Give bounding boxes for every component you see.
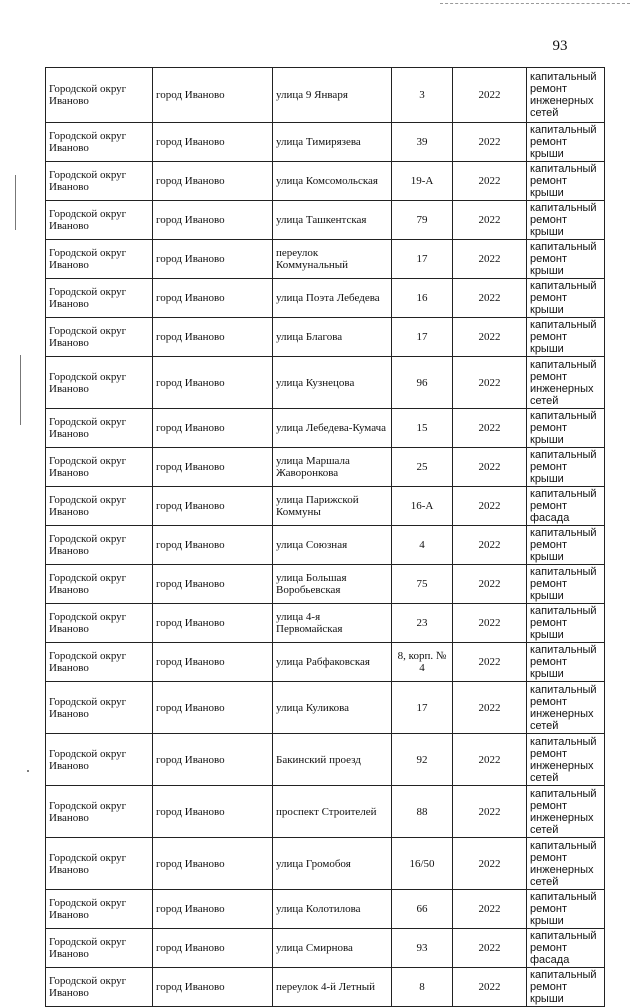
house-number-cell: 3 [392, 68, 453, 123]
year-cell: 2022 [453, 240, 527, 279]
work-type-cell: капитальный ремонт крыши [527, 123, 605, 162]
okrug-cell: Городской округ Иваново [46, 162, 153, 201]
okrug-cell: Городской округ Иваново [46, 448, 153, 487]
street-cell: улица Большая Воробьевская [273, 565, 392, 604]
repair-schedule-table [45, 67, 605, 1007]
okrug-cell: Городской округ Иваново [46, 929, 153, 968]
street-cell: улица Рабфаковская [273, 643, 392, 682]
okrug-cell: Городской округ Иваново [46, 68, 153, 123]
table-row [46, 890, 605, 929]
work-type-cell: капитальный ремонт фасада [527, 929, 605, 968]
city-cell: город Иваново [153, 526, 273, 565]
scan-top-line [440, 3, 630, 4]
work-type-cell: капитальный ремонт инженерных сетей [527, 68, 605, 123]
table-row [46, 240, 605, 279]
table-row [46, 279, 605, 318]
city-cell: город Иваново [153, 68, 273, 123]
work-type-cell: капитальный ремонт инженерных сетей [527, 682, 605, 734]
street-cell: улица Лебедева-Кумача [273, 409, 392, 448]
work-type-cell: капитальный ремонт крыши [527, 643, 605, 682]
year-cell: 2022 [453, 123, 527, 162]
city-cell: город Иваново [153, 279, 273, 318]
house-number-cell: 96 [392, 357, 453, 409]
house-number-cell: 19-А [392, 162, 453, 201]
house-number-cell: 79 [392, 201, 453, 240]
street-cell: улица Громобоя [273, 838, 392, 890]
year-cell: 2022 [453, 565, 527, 604]
okrug-cell: Городской округ Иваново [46, 838, 153, 890]
work-type-cell: капитальный ремонт инженерных сетей [527, 838, 605, 890]
okrug-cell: Городской округ Иваново [46, 643, 153, 682]
street-cell: улица Поэта Лебедева [273, 279, 392, 318]
scan-edge-mark [20, 355, 21, 425]
city-cell: город Иваново [153, 604, 273, 643]
street-cell: проспект Строителей [273, 786, 392, 838]
year-cell: 2022 [453, 604, 527, 643]
year-cell: 2022 [453, 526, 527, 565]
table-row [46, 682, 605, 734]
street-cell: переулок 4-й Летный [273, 968, 392, 1007]
table-row [46, 201, 605, 240]
house-number-cell: 16/50 [392, 838, 453, 890]
year-cell: 2022 [453, 448, 527, 487]
city-cell: город Иваново [153, 448, 273, 487]
year-cell: 2022 [453, 890, 527, 929]
table-row [46, 318, 605, 357]
city-cell: город Иваново [153, 734, 273, 786]
year-cell: 2022 [453, 734, 527, 786]
city-cell: город Иваново [153, 838, 273, 890]
street-cell: улица Куликова [273, 682, 392, 734]
house-number-cell: 25 [392, 448, 453, 487]
house-number-cell: 15 [392, 409, 453, 448]
table-row [46, 409, 605, 448]
year-cell: 2022 [453, 487, 527, 526]
year-cell: 2022 [453, 201, 527, 240]
okrug-cell: Городской округ Иваново [46, 279, 153, 318]
work-type-cell: капитальный ремонт крыши [527, 968, 605, 1007]
okrug-cell: Городской округ Иваново [46, 968, 153, 1007]
city-cell: город Иваново [153, 487, 273, 526]
work-type-cell: капитальный ремонт крыши [527, 526, 605, 565]
house-number-cell: 88 [392, 786, 453, 838]
table-row [46, 786, 605, 838]
okrug-cell: Городской округ Иваново [46, 526, 153, 565]
street-cell: Бакинский проезд [273, 734, 392, 786]
year-cell: 2022 [453, 643, 527, 682]
okrug-cell: Городской округ Иваново [46, 240, 153, 279]
table-row [46, 643, 605, 682]
work-type-cell: капитальный ремонт крыши [527, 409, 605, 448]
year-cell: 2022 [453, 68, 527, 123]
work-type-cell: капитальный ремонт крыши [527, 604, 605, 643]
table-row [46, 929, 605, 968]
house-number-cell: 17 [392, 240, 453, 279]
okrug-cell: Городской округ Иваново [46, 734, 153, 786]
work-type-cell: капитальный ремонт фасада [527, 487, 605, 526]
year-cell: 2022 [453, 318, 527, 357]
work-type-cell: капитальный ремонт крыши [527, 318, 605, 357]
street-cell: улица 4-я Первомайская [273, 604, 392, 643]
okrug-cell: Городской округ Иваново [46, 565, 153, 604]
page-number: 93 [552, 38, 568, 54]
work-type-cell: капитальный ремонт крыши [527, 162, 605, 201]
house-number-cell: 8 [392, 968, 453, 1007]
street-cell: улица Союзная [273, 526, 392, 565]
city-cell: город Иваново [153, 318, 273, 357]
year-cell: 2022 [453, 929, 527, 968]
city-cell: город Иваново [153, 565, 273, 604]
street-cell: улица Благова [273, 318, 392, 357]
street-cell: улица Смирнова [273, 929, 392, 968]
city-cell: город Иваново [153, 162, 273, 201]
street-cell: переулок Коммунальный [273, 240, 392, 279]
table-row [46, 604, 605, 643]
street-cell: улица Кузнецова [273, 357, 392, 409]
scan-edge-mark [15, 175, 16, 230]
house-number-cell: 17 [392, 682, 453, 734]
table-row [46, 162, 605, 201]
street-cell: улица Комсомольская [273, 162, 392, 201]
house-number-cell: 23 [392, 604, 453, 643]
scan-dot [27, 770, 29, 772]
okrug-cell: Городской округ Иваново [46, 604, 153, 643]
year-cell: 2022 [453, 786, 527, 838]
okrug-cell: Городской округ Иваново [46, 409, 153, 448]
city-cell: город Иваново [153, 409, 273, 448]
year-cell: 2022 [453, 279, 527, 318]
table-row [46, 526, 605, 565]
work-type-cell: капитальный ремонт крыши [527, 890, 605, 929]
city-cell: город Иваново [153, 929, 273, 968]
house-number-cell: 8, корп. № 4 [392, 643, 453, 682]
street-cell: улица Ташкентская [273, 201, 392, 240]
city-cell: город Иваново [153, 786, 273, 838]
house-number-cell: 17 [392, 318, 453, 357]
city-cell: город Иваново [153, 682, 273, 734]
year-cell: 2022 [453, 838, 527, 890]
city-cell: город Иваново [153, 201, 273, 240]
house-number-cell: 4 [392, 526, 453, 565]
street-cell: улица Парижской Коммуны [273, 487, 392, 526]
work-type-cell: капитальный ремонт инженерных сетей [527, 734, 605, 786]
table-row [46, 357, 605, 409]
year-cell: 2022 [453, 357, 527, 409]
work-type-cell: капитальный ремонт крыши [527, 240, 605, 279]
okrug-cell: Городской округ Иваново [46, 201, 153, 240]
work-type-cell: капитальный ремонт инженерных сетей [527, 357, 605, 409]
work-type-cell: капитальный ремонт крыши [527, 201, 605, 240]
okrug-cell: Городской округ Иваново [46, 890, 153, 929]
table-row [46, 565, 605, 604]
street-cell: улица Маршала Жаворонкова [273, 448, 392, 487]
house-number-cell: 92 [392, 734, 453, 786]
house-number-cell: 93 [392, 929, 453, 968]
house-number-cell: 39 [392, 123, 453, 162]
table-row [46, 68, 605, 123]
work-type-cell: капитальный ремонт крыши [527, 279, 605, 318]
work-type-cell: капитальный ремонт крыши [527, 565, 605, 604]
city-cell: город Иваново [153, 240, 273, 279]
city-cell: город Иваново [153, 968, 273, 1007]
street-cell: улица Колотилова [273, 890, 392, 929]
house-number-cell: 16 [392, 279, 453, 318]
okrug-cell: Городской округ Иваново [46, 318, 153, 357]
table-row [46, 123, 605, 162]
city-cell: город Иваново [153, 890, 273, 929]
okrug-cell: Городской округ Иваново [46, 123, 153, 162]
house-number-cell: 66 [392, 890, 453, 929]
table-row [46, 487, 605, 526]
city-cell: город Иваново [153, 123, 273, 162]
year-cell: 2022 [453, 682, 527, 734]
street-cell: улица Тимирязева [273, 123, 392, 162]
okrug-cell: Городской округ Иваново [46, 682, 153, 734]
table-row [46, 448, 605, 487]
house-number-cell: 16-А [392, 487, 453, 526]
street-cell: улица 9 Января [273, 68, 392, 123]
table-row [46, 838, 605, 890]
year-cell: 2022 [453, 968, 527, 1007]
year-cell: 2022 [453, 409, 527, 448]
okrug-cell: Городской округ Иваново [46, 357, 153, 409]
year-cell: 2022 [453, 162, 527, 201]
city-cell: город Иваново [153, 643, 273, 682]
house-number-cell: 75 [392, 565, 453, 604]
table-row [46, 968, 605, 1007]
table-row [46, 734, 605, 786]
work-type-cell: капитальный ремонт инженерных сетей [527, 786, 605, 838]
table-body [46, 68, 605, 1007]
okrug-cell: Городской округ Иваново [46, 786, 153, 838]
city-cell: город Иваново [153, 357, 273, 409]
work-type-cell: капитальный ремонт крыши [527, 448, 605, 487]
okrug-cell: Городской округ Иваново [46, 487, 153, 526]
